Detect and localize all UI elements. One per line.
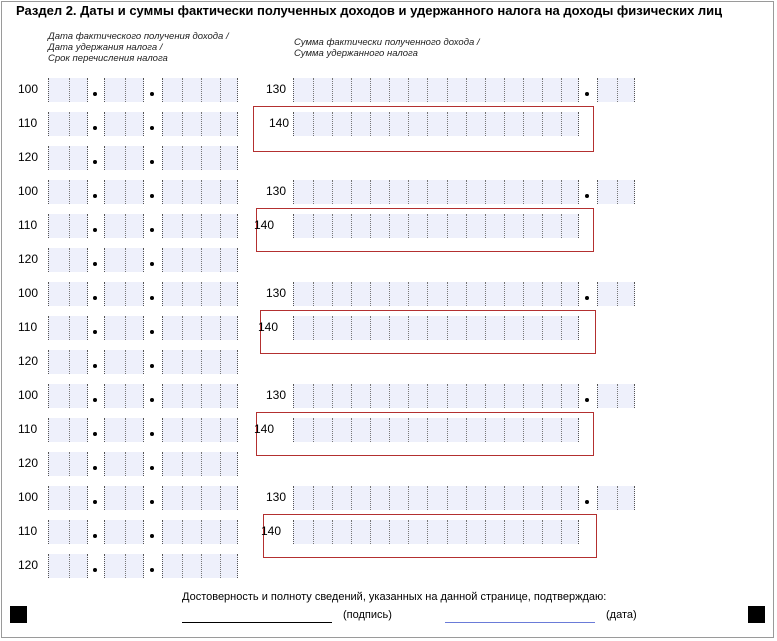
date-month-field[interactable] (104, 486, 144, 510)
date-day-field[interactable] (48, 520, 88, 544)
amount-code-140: 140 (254, 422, 275, 436)
date-year-field[interactable] (162, 78, 238, 102)
row-code: 110 (18, 320, 38, 334)
row-code: 120 (18, 150, 39, 164)
date-separator-dot (150, 262, 154, 266)
date-separator-dot (150, 534, 154, 538)
amount-code-130: 130 (266, 82, 287, 96)
date-month-field[interactable] (104, 554, 144, 578)
amount-code-140: 140 (254, 218, 275, 232)
amount-code-130: 130 (266, 490, 287, 504)
date-separator-dot (150, 398, 154, 402)
date-separator-dot (93, 262, 97, 266)
decimal-dot (585, 398, 589, 402)
decimal-dot (585, 92, 589, 96)
income-kopecks-field[interactable] (597, 282, 635, 306)
date-separator-dot (93, 126, 97, 130)
date-separator-dot (150, 92, 154, 96)
date-day-field[interactable] (48, 282, 88, 306)
date-year-field[interactable] (162, 554, 238, 578)
date-year-field[interactable] (162, 248, 238, 272)
date-month-field[interactable] (104, 214, 144, 238)
date-separator-dot (150, 194, 154, 198)
row-code: 110 (18, 218, 38, 232)
amount-code-130: 130 (266, 388, 287, 402)
date-separator-dot (150, 296, 154, 300)
row-code: 100 (18, 184, 39, 198)
date-separator-dot (93, 466, 97, 470)
confirmation-statement: Достоверность и полноту сведений, указанных на данной странице, подтверждаю: (182, 591, 607, 603)
date-day-field[interactable] (48, 248, 88, 272)
row-code: 100 (18, 286, 39, 300)
date-day-field[interactable] (48, 112, 88, 136)
date-day-field[interactable] (48, 452, 88, 476)
row-code: 110 (18, 422, 38, 436)
date-separator-dot (93, 194, 97, 198)
date-month-field[interactable] (104, 248, 144, 272)
row-code: 100 (18, 490, 39, 504)
income-amount-field[interactable] (293, 180, 579, 204)
date-line[interactable] (445, 622, 595, 623)
date-year-field[interactable] (162, 214, 238, 238)
row-code: 120 (18, 456, 39, 470)
date-separator-dot (150, 568, 154, 572)
date-separator-dot (150, 466, 154, 470)
amount-code-130: 130 (266, 286, 287, 300)
row-code: 120 (18, 354, 39, 368)
date-month-field[interactable] (104, 350, 144, 374)
date-month-field[interactable] (104, 316, 144, 340)
decimal-dot (585, 500, 589, 504)
date-separator-dot (93, 330, 97, 334)
date-day-field[interactable] (48, 554, 88, 578)
tax-amount-field[interactable] (293, 418, 579, 442)
date-day-field[interactable] (48, 486, 88, 510)
row-code: 100 (18, 388, 39, 402)
date-separator-dot (93, 228, 97, 232)
corner-marker-right (748, 606, 765, 623)
date-columns-header: Дата фактического получения дохода / Дата удержания налога / Срок перечисления налога (48, 31, 229, 64)
date-separator-dot (150, 364, 154, 368)
date-separator-dot (93, 568, 97, 572)
date-year-field[interactable] (162, 520, 238, 544)
row-code: 120 (18, 252, 39, 266)
date-separator-dot (150, 228, 154, 232)
row-code: 110 (18, 116, 38, 130)
income-kopecks-field[interactable] (597, 384, 635, 408)
income-amount-field[interactable] (293, 78, 579, 102)
row-code: 100 (18, 82, 39, 96)
row-code: 110 (18, 524, 38, 538)
date-separator-dot (93, 160, 97, 164)
date-day-field[interactable] (48, 384, 88, 408)
date-separator-dot (150, 432, 154, 436)
date-month-field[interactable] (104, 112, 144, 136)
date-month-field[interactable] (104, 180, 144, 204)
date-month-field[interactable] (104, 384, 144, 408)
income-kopecks-field[interactable] (597, 180, 635, 204)
date-year-field[interactable] (162, 452, 238, 476)
income-kopecks-field[interactable] (597, 486, 635, 510)
date-separator-dot (93, 92, 97, 96)
tax-amount-field[interactable] (293, 520, 579, 544)
date-year-field[interactable] (162, 418, 238, 442)
date-separator-dot (93, 296, 97, 300)
date-year-field[interactable] (162, 146, 238, 170)
date-day-field[interactable] (48, 418, 88, 442)
date-year-field[interactable] (162, 350, 238, 374)
section-title: Раздел 2. Даты и суммы фактически полученных доходов и удержанного налога на доходы физических лиц (16, 3, 723, 18)
amount-code-140: 140 (261, 524, 282, 538)
date-day-field[interactable] (48, 180, 88, 204)
date-year-field[interactable] (162, 180, 238, 204)
date-separator-dot (93, 398, 97, 402)
income-amount-field[interactable] (293, 486, 579, 510)
date-day-field[interactable] (48, 146, 88, 170)
date-day-field[interactable] (48, 214, 88, 238)
row-code: 120 (18, 558, 39, 572)
decimal-dot (585, 296, 589, 300)
income-amount-field[interactable] (293, 282, 579, 306)
date-day-field[interactable] (48, 350, 88, 374)
amount-code-130: 130 (266, 184, 287, 198)
signature-label: (подпись) (343, 609, 392, 621)
amount-columns-header: Сумма фактически полученного дохода / Сумма удержанного налога (294, 37, 480, 59)
date-separator-dot (93, 534, 97, 538)
date-separator-dot (150, 500, 154, 504)
tax-amount-field[interactable] (293, 112, 579, 136)
tax-amount-field[interactable] (293, 316, 579, 340)
date-separator-dot (150, 160, 154, 164)
signature-line[interactable] (182, 622, 332, 623)
amount-code-140: 140 (269, 116, 290, 130)
date-month-field[interactable] (104, 418, 144, 442)
date-month-field[interactable] (104, 282, 144, 306)
date-year-field[interactable] (162, 486, 238, 510)
date-year-field[interactable] (162, 282, 238, 306)
date-month-field[interactable] (104, 146, 144, 170)
date-month-field[interactable] (104, 452, 144, 476)
date-separator-dot (93, 364, 97, 368)
tax-amount-field[interactable] (293, 214, 579, 238)
date-month-field[interactable] (104, 520, 144, 544)
date-month-field[interactable] (104, 78, 144, 102)
date-separator-dot (150, 126, 154, 130)
corner-marker-left (10, 606, 27, 623)
date-separator-dot (93, 500, 97, 504)
decimal-dot (585, 194, 589, 198)
date-label: (дата) (606, 609, 637, 621)
date-year-field[interactable] (162, 112, 238, 136)
date-separator-dot (150, 330, 154, 334)
date-separator-dot (93, 432, 97, 436)
date-day-field[interactable] (48, 78, 88, 102)
income-kopecks-field[interactable] (597, 78, 635, 102)
date-year-field[interactable] (162, 384, 238, 408)
date-day-field[interactable] (48, 316, 88, 340)
income-amount-field[interactable] (293, 384, 579, 408)
date-year-field[interactable] (162, 316, 238, 340)
amount-code-140: 140 (258, 320, 279, 334)
